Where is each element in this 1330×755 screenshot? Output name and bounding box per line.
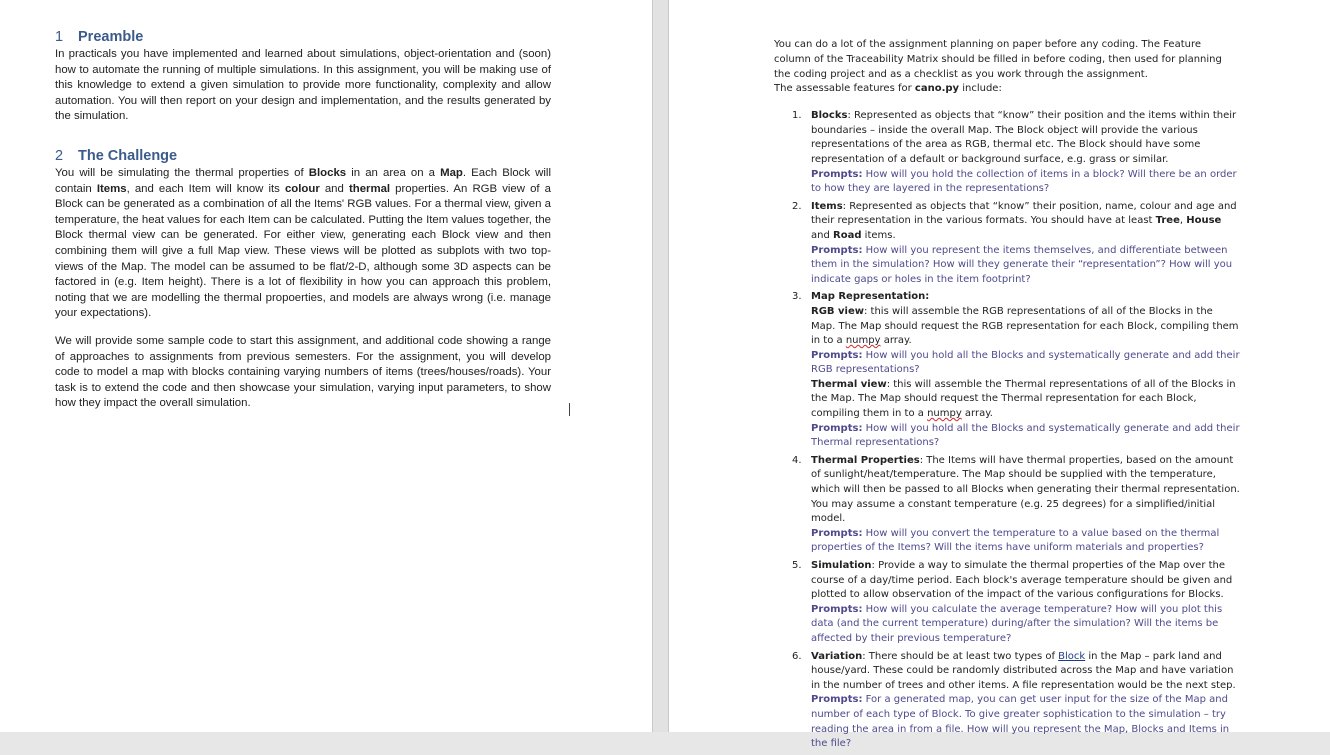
feature-item: 5. Simulation: Provide a way to simulate the thermal properties of the Map over the course of a day/time period. Each block's average temperature should be given and plotted to allow observation of the impact of the various configurations for Blocks. Prompts: How will you calculate the average temperature? How will you plot this data (and the current temperature) during/after the simulation? Will the items be affected by their previous temperature? — [774, 559, 1240, 647]
feature-prompt: Prompts: How will you hold all the Blocks and systematically generate and add their Thermal representations? — [811, 422, 1240, 449]
left-page-content — [55, 28, 551, 412]
feature-prompt: Prompts: How will you hold all the Blocks and systematically generate and add their RGB representations? — [811, 349, 1240, 376]
feature-list — [774, 109, 1240, 752]
feature-number: 6. — [792, 650, 802, 662]
bold-term: Map — [440, 166, 463, 179]
feature-item: 1. Blocks: Represented as objects that “know” their position and the items within their boundaries – inside the overall Map. The Block object will provide the various representations of the area as RGB, thermal etc. The Block should have some representation of a default or background surface, e.g. grass or similar. Prompts: How will you hold the collection of items in a block? Will there be an order to how they are layered in the representations? — [774, 109, 1240, 197]
thermal-view-label: Thermal view — [811, 378, 887, 390]
feature-title: Items — [811, 200, 843, 212]
document-page-left[interactable] — [0, 0, 652, 732]
feature-title: Simulation — [811, 560, 872, 571]
assessable-line: The assessable features for cano.py include: — [774, 83, 1002, 95]
spellcheck-word[interactable]: numpy — [927, 408, 962, 420]
feature-number: 3. — [792, 291, 802, 303]
bold-term: colour — [284, 182, 320, 195]
spellcheck-word[interactable]: numpy — [845, 335, 881, 347]
feature-number: 1. — [792, 110, 802, 122]
section-number: 1 — [55, 29, 64, 45]
feature-prompt: Prompts: How will you represent the items themselves, and differentiate between them in the simulation? How will they generate their “representation”? How will you indicate gaps or holes in the item footprint? — [811, 244, 1233, 285]
page-gutter — [652, 0, 669, 732]
feature-title: Map Representation: — [811, 291, 930, 303]
feature-item: 2. Items: Represented as objects that “know” their position, name, colour and age and their representation in the various formats. You should have at least Tree, House and Road items. Prompts: How will you represent the items themselves, and differentiate between them in the simulation? How will they generate their “representation”? How will you indicate gaps or holes in the item footprint? — [774, 200, 1240, 288]
section-challenge — [55, 147, 551, 412]
section-number: 2 — [55, 147, 64, 164]
right-page-content — [774, 38, 1240, 755]
feature-title: Variation — [811, 650, 863, 662]
feature-title: Thermal Properties — [811, 454, 920, 466]
section-heading-challenge — [55, 147, 551, 165]
rgb-view-label: RGB view — [811, 305, 864, 317]
feature-item: 6. Variation: There should be at least two types of Block in the Map – park land and house/yard. These could be randomly distributed across the Map and have variation in the number of trees and other items. A file representation would be the next step. Prompts: For a generated map, you can get user input for the size of the Map and number of each type of Block. To give greater sophistication to the simulation – try reading the area in from a file. How will you represent the Map, Blocks and Items in the file? — [774, 650, 1240, 752]
challenge-paragraph-2: We will provide some sample code to start this assignment, and additional code showing a range of approaches to assignments from previous semesters. For the assignment, you will develop code to model a map with blocks containing varying numbers of items (trees/houses/roads). Your task is to extend the code and then showcase your simulation, varying input parameters, to show how they impact the overall simulation. — [55, 334, 551, 410]
feature-prompt: Prompts: How will you calculate the average temperature? How will you plot this data (and the current temperature) during/after the simulation? Will the items be affected by their previous temperature? — [811, 603, 1223, 644]
challenge-paragraph-1: You will be simulating the thermal properties of Blocks in an area on a Map. Each Block will contain Items, and each Item will know its colour and thermal properties. An RGB view of a Block can be generated as a combination of all the Items' RGB values. For a thermal view, given a temperature, the heat values for each Item can be calculated. Putting the Item values together, the Block thermal view can be generated. For either view, generating each Block view and then combining them will give a full Map view. These views will be plotted as subplots with two top-views of the Map. The model can be assumed to be flat/2-D, although some 3D aspects can be factored in (e.g. Item height). There is a lot of flexibility in how you can approach this problem, noting that we are modelling the thermal propoerties, and models are always wrong (i.e. manage your expectations). — [55, 166, 551, 320]
feature-title: Blocks — [811, 110, 848, 122]
intro-paragraph: You can do a lot of the assignment planning on paper before any coding. The Feature column of the Traceability Matrix should be filled in before coding, then used for planning the coding project and as a checklist as you work through the assignment. — [774, 39, 1222, 80]
filename: cano.py — [914, 83, 960, 95]
section-preamble — [55, 28, 551, 125]
feature-item: 4. Thermal Properties: The Items will have thermal properties, based on the amount of sunlight/heat/temperature. The Map should be supplied with the temperature, which will then be passed to all Blocks when generating their thermal representation. You may assume a constant temperature (e.g. 25 degrees) for a simplified/initial model. Prompts: How will you convert the temperature to a value based on the thermal properties of the Items? Will the items have uniform materials and properties? — [774, 454, 1240, 556]
document-page-right[interactable] — [669, 0, 1330, 750]
block-link[interactable]: Block — [1058, 650, 1086, 662]
text-cursor — [569, 403, 570, 416]
feature-item: 3. Map Representation: RGB view: this will assemble the RGB representations of all of the Blocks in the Map. The Map should request the RGB representation for each Block, compiling them in to a numpy array. Prompts: How will you hold all the Blocks and systematically generate and add their RGB representations? Thermal view: this will assemble the Thermal representations of all of the Blocks in the Map. The Map should request the Thermal representation for each Block, compiling them in to a numpy array. Prompts: How will you hold all the Blocks and systematically generate and add their Thermal representations? — [774, 290, 1240, 451]
bold-term: Items — [96, 182, 127, 195]
preamble-paragraph: In practicals you have implemented and learned about simulations, object-orientation and (soon) how to automate the running of multiple simulations. In this assignment, you will be making use of this knowledge to extend a given simulation to provide more functionality, complexity and allow automation. You will then report on your design and implementation, and the results generated by the simulation. — [55, 48, 551, 123]
section-heading-preamble — [55, 28, 551, 46]
bold-term: Blocks — [308, 166, 347, 179]
section-title: The Challenge — [78, 147, 178, 164]
feature-prompt: Prompts: For a generated map, you can get user input for the size of the Map and number of each type of Block. To give greater sophistication to the simulation – try reading the area in from a file. How will you represent the Map, Blocks and Items in the file? — [811, 694, 1230, 750]
feature-prompt: Prompts: How will you hold the collection of items in a block? Will there be an order to how they are layered in the representations? — [811, 168, 1237, 195]
bold-term: thermal — [348, 182, 391, 195]
section-title: Preamble — [78, 29, 144, 45]
feature-prompt: Prompts: How will you convert the temperature to a value based on the thermal properties of the Items? Will the items have uniform materials and properties? — [811, 527, 1220, 554]
feature-number: 4. — [792, 454, 802, 466]
feature-number: 2. — [792, 200, 802, 212]
feature-number: 5. — [792, 560, 802, 571]
